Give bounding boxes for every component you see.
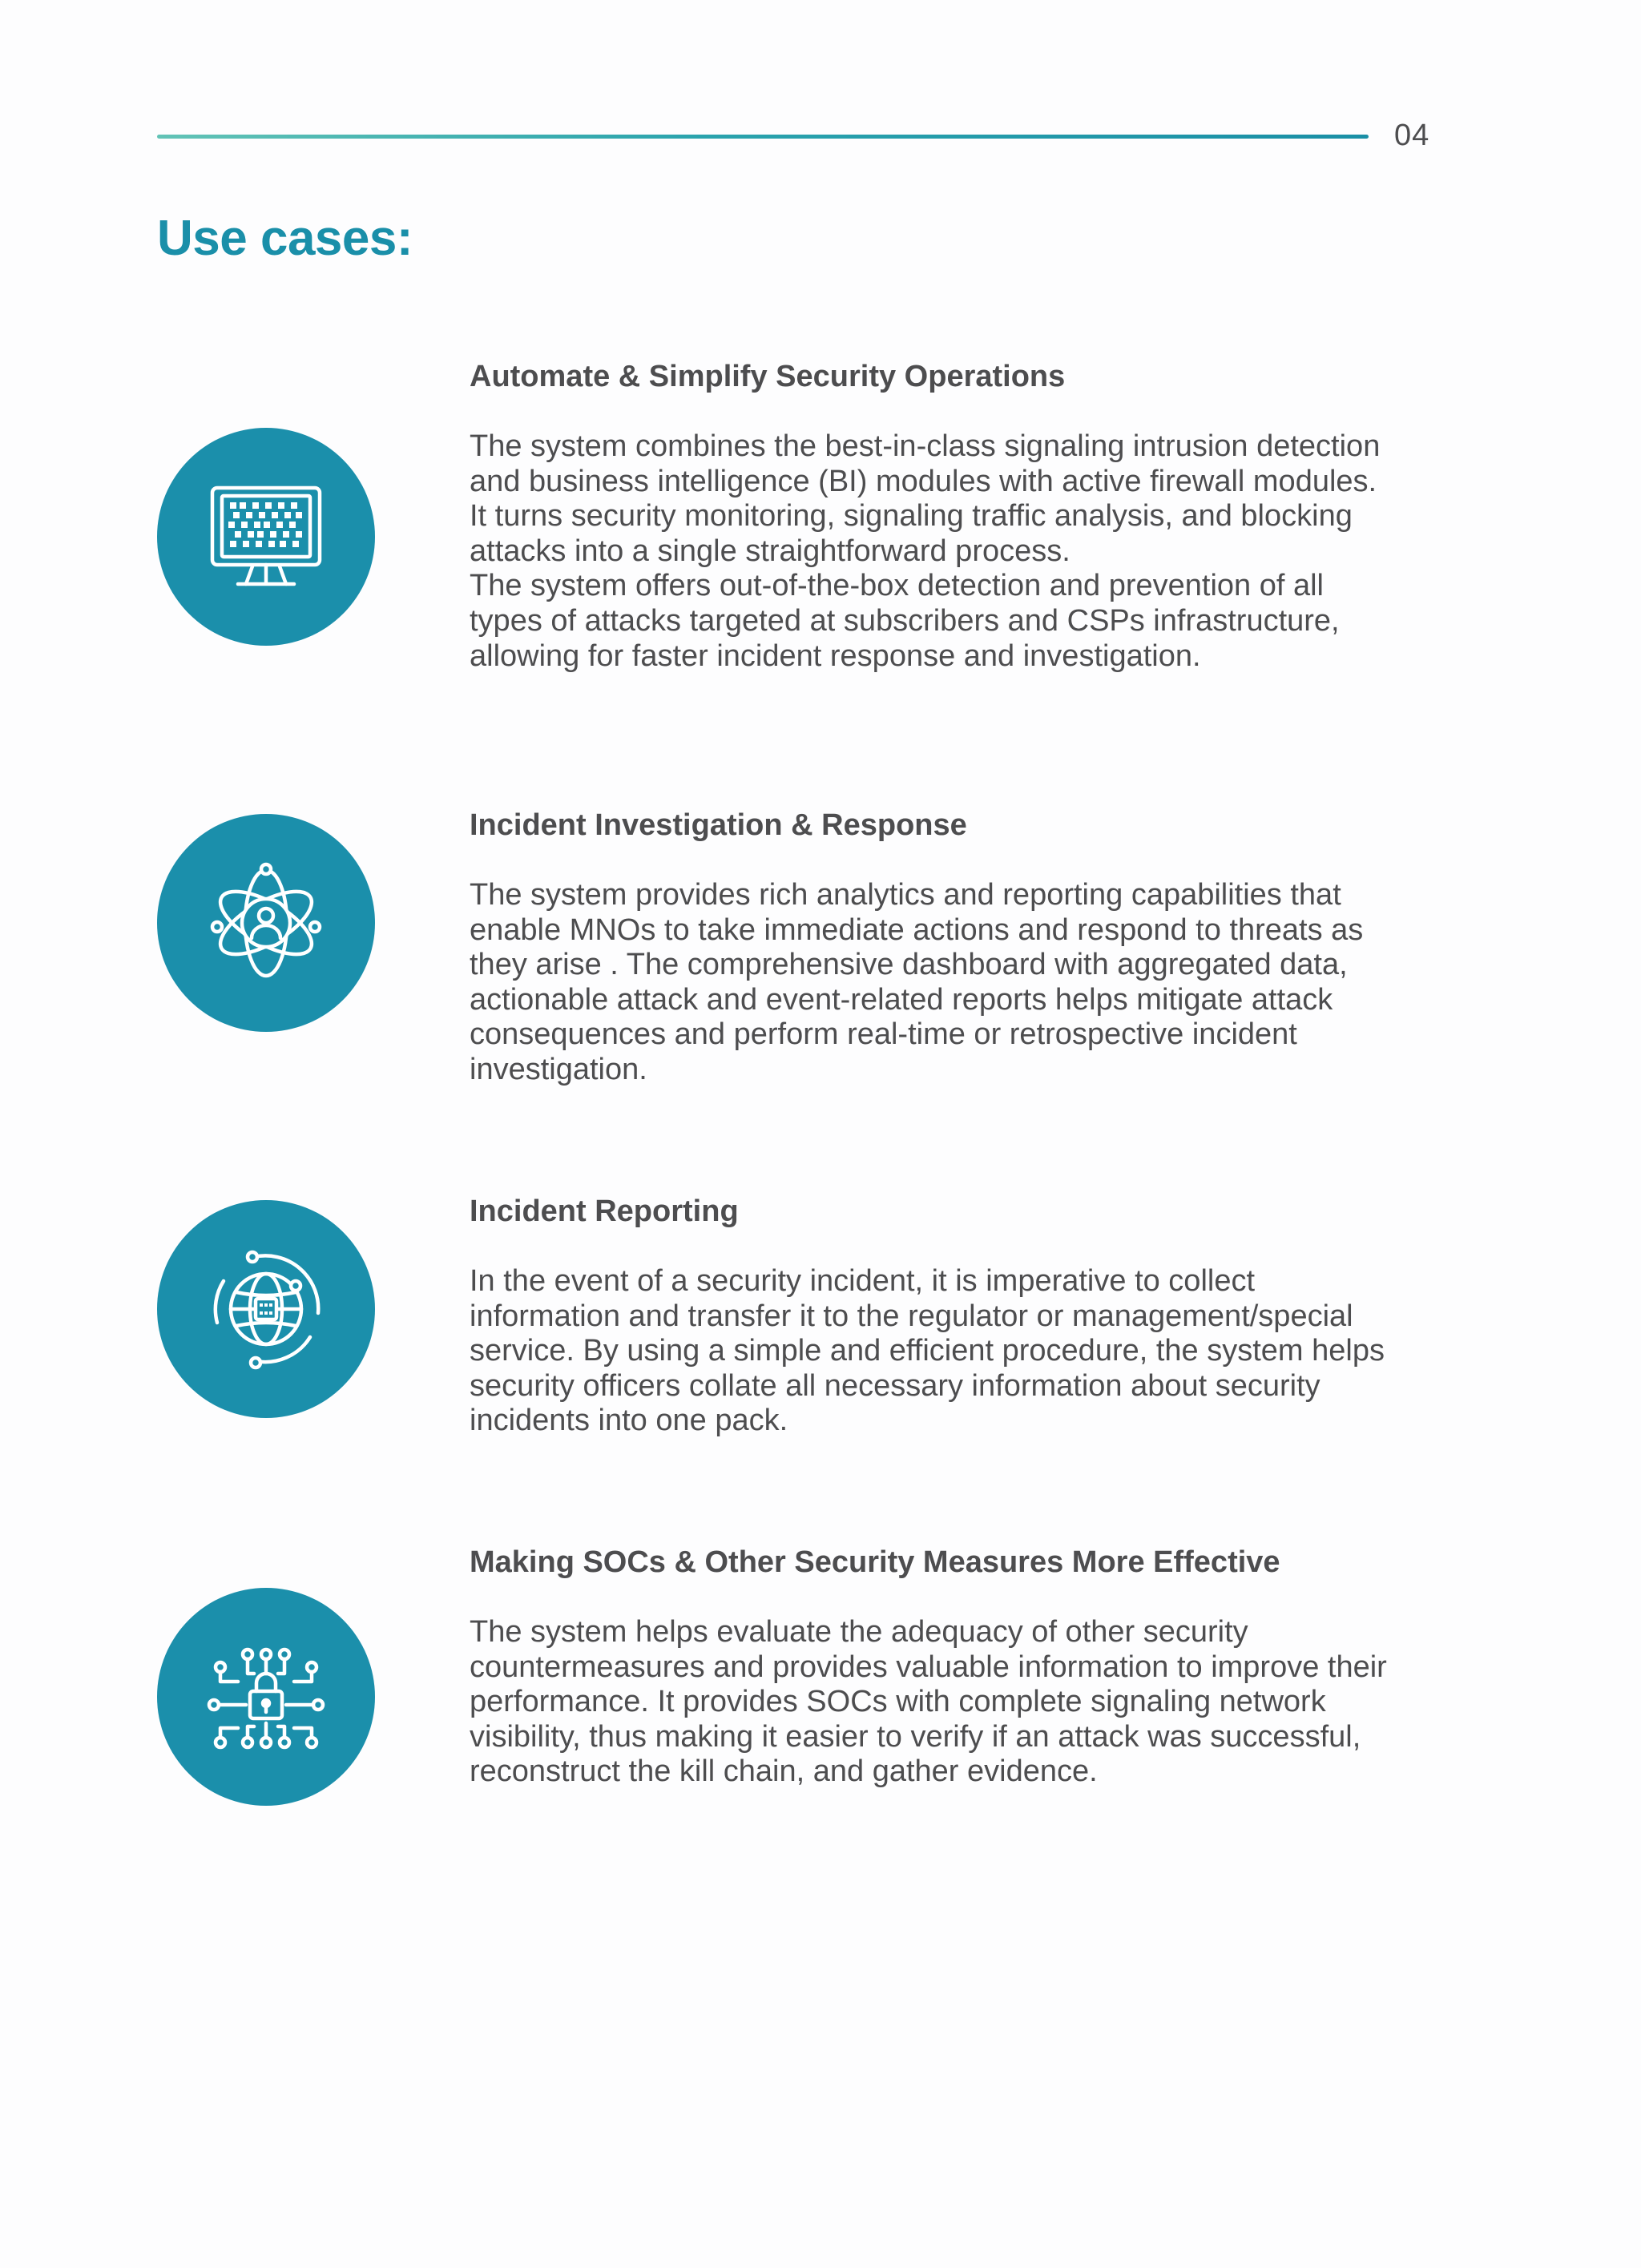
description-line: countermeasures and provides valuable information to improve their: [470, 1650, 1387, 1684]
description-line: performance. It provides SOCs with complete signaling network: [470, 1685, 1326, 1719]
use-case-description: [470, 1264, 1527, 1439]
description-line: investigation.: [470, 1052, 647, 1086]
description-line: incidents into one pack.: [470, 1404, 788, 1438]
description-line: The system helps evaluate the adequacy of other security: [470, 1615, 1248, 1649]
description-line: The system combines the best-in-class signaling intrusion detection: [470, 429, 1381, 463]
use-case-heading: Automate & Simplify Security Operations: [470, 360, 1066, 393]
description-line: actionable attack and event-related reports helps mitigate attack: [470, 982, 1333, 1017]
use-case-description: [470, 1615, 1527, 1790]
use-case-heading: Incident Reporting: [470, 1194, 739, 1228]
description-line: attacks into a single straightforward process.: [470, 534, 1070, 568]
description-line: allowing for faster incident response and investigation.: [470, 639, 1201, 673]
description-line: The system offers out-of-the-box detection and prevention of all: [470, 569, 1324, 603]
use-case-heading: Making SOCs & Other Security Measures More Effective: [470, 1545, 1280, 1579]
description-line: security officers collate all necessary information about security: [470, 1368, 1320, 1403]
description-line: consequences and perform real-time or retrospective incident: [470, 1017, 1297, 1052]
icon-circle: [157, 428, 375, 646]
description-line: enable MNOs to take immediate actions and respond to threats as: [470, 912, 1364, 947]
icon-circle: [157, 814, 375, 1032]
description-line: information and transfer it to the regulator or management/special: [470, 1299, 1353, 1333]
description-line: and business intelligence (BI) modules with active firewall modules.: [470, 464, 1377, 498]
use-case-description: [470, 878, 1527, 1088]
monitor-qr-icon: [206, 477, 326, 597]
description-line: visibility, thus making it easier to verify if an attack was successful,: [470, 1719, 1361, 1754]
description-line: In the event of a security incident, it is imperative to collect: [470, 1264, 1256, 1298]
page-number: 04: [1394, 119, 1430, 152]
header-rule: [157, 135, 1369, 139]
icon-circle: [157, 1200, 375, 1418]
description-line: they arise . The comprehensive dashboard with aggregated data,: [470, 948, 1348, 982]
use-case-heading: Incident Investigation & Response: [470, 808, 967, 842]
icon-circle: [157, 1588, 375, 1806]
circuit-lock-icon: [206, 1637, 326, 1757]
description-line: It turns security monitoring, signaling traffic analysis, and blocking: [470, 499, 1353, 534]
description-line: reconstruct the kill chain, and gather evidence.: [470, 1754, 1098, 1789]
description-line: The system provides rich analytics and reporting capabilities that: [470, 878, 1341, 912]
use-case-description: [470, 429, 1527, 674]
globe-network-icon: [206, 1249, 326, 1369]
page-title: Use cases:: [157, 211, 413, 266]
atom-user-icon: [206, 863, 326, 983]
description-line: types of attacks targeted at subscribers and CSPs infrastructure,: [470, 603, 1340, 638]
description-line: service. By using a simple and efficient procedure, the system helps: [470, 1334, 1385, 1368]
